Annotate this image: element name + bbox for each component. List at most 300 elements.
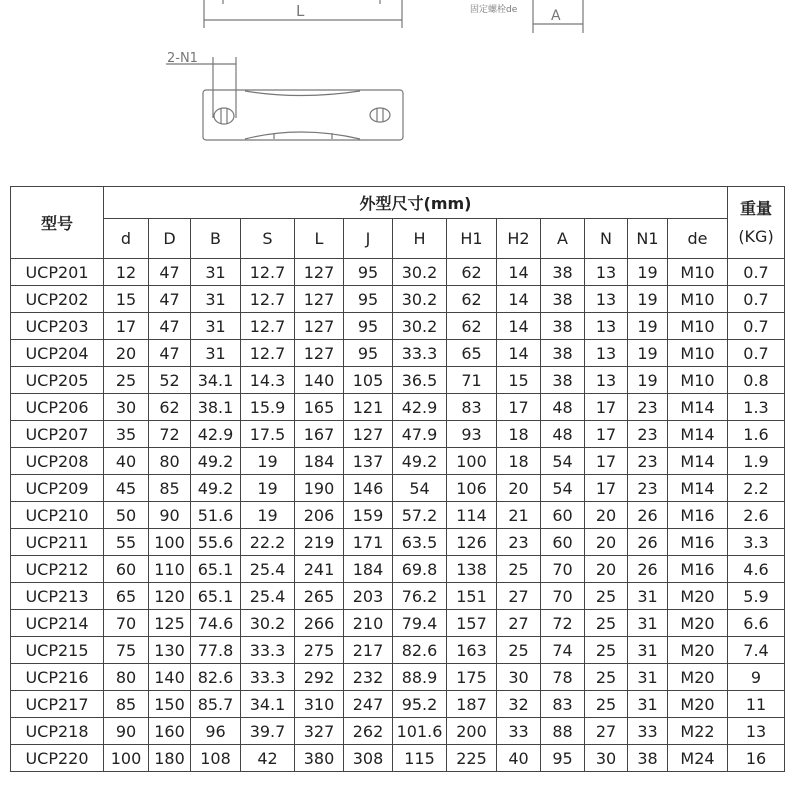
value-cell: 25.4	[241, 583, 295, 610]
value-cell: 70	[104, 610, 149, 637]
model-cell: UCP203	[11, 313, 104, 340]
model-cell: UCP208	[11, 448, 104, 475]
value-cell: 0.7	[728, 286, 785, 313]
value-cell: 51.6	[191, 502, 241, 529]
value-cell: 100	[447, 448, 497, 475]
value-cell: 13	[728, 718, 785, 745]
model-header: 型号	[11, 187, 104, 259]
value-cell: 32	[497, 691, 541, 718]
value-cell: 138	[447, 556, 497, 583]
value-cell: 0.7	[728, 259, 785, 286]
value-cell: 17	[585, 394, 628, 421]
value-cell: 12.7	[241, 340, 295, 367]
value-cell: M10	[668, 340, 728, 367]
label-L: L	[296, 2, 305, 20]
value-cell: 12.7	[241, 313, 295, 340]
column-header-h2: H2	[497, 219, 541, 259]
value-cell: 23	[497, 529, 541, 556]
value-cell: 137	[344, 448, 393, 475]
value-cell: 190	[295, 475, 344, 502]
value-cell: 130	[149, 637, 191, 664]
value-cell: 127	[295, 286, 344, 313]
column-header-l: L	[295, 219, 344, 259]
value-cell: 241	[295, 556, 344, 583]
value-cell: 11	[728, 691, 785, 718]
value-cell: 19	[241, 475, 295, 502]
value-cell: 20	[585, 556, 628, 583]
label-bolt: 固定螺栓de	[470, 5, 518, 15]
value-cell: 206	[295, 502, 344, 529]
value-cell: 310	[295, 691, 344, 718]
model-cell: UCP216	[11, 664, 104, 691]
value-cell: 3.3	[728, 529, 785, 556]
value-cell: 65	[447, 340, 497, 367]
value-cell: 74	[541, 637, 585, 664]
value-cell: 78	[541, 664, 585, 691]
value-cell: 27	[497, 583, 541, 610]
value-cell: 65	[104, 583, 149, 610]
value-cell: 2.2	[728, 475, 785, 502]
value-cell: 63.5	[393, 529, 447, 556]
value-cell: 30	[585, 745, 628, 772]
model-cell: UCP206	[11, 394, 104, 421]
value-cell: M20	[668, 610, 728, 637]
column-header-b: B	[191, 219, 241, 259]
value-cell: 42.9	[393, 394, 447, 421]
column-header-n: N	[585, 219, 628, 259]
value-cell: M10	[668, 313, 728, 340]
value-cell: 184	[344, 556, 393, 583]
column-header-d: D	[149, 219, 191, 259]
value-cell: 95	[344, 313, 393, 340]
label-holes: 2-N1	[167, 51, 198, 66]
table-row	[11, 556, 785, 583]
value-cell: 167	[295, 421, 344, 448]
table-row	[11, 475, 785, 502]
value-cell: 25	[585, 664, 628, 691]
value-cell: 38	[628, 745, 668, 772]
value-cell: 13	[585, 286, 628, 313]
value-cell: 15	[104, 286, 149, 313]
value-cell: 65.1	[191, 556, 241, 583]
value-cell: 210	[344, 610, 393, 637]
value-cell: 82.6	[393, 637, 447, 664]
value-cell: 31	[191, 340, 241, 367]
value-cell: 101.6	[393, 718, 447, 745]
value-cell: 110	[149, 556, 191, 583]
value-cell: 45	[104, 475, 149, 502]
column-header-de: de	[668, 219, 728, 259]
value-cell: 20	[585, 529, 628, 556]
table-row	[11, 637, 785, 664]
value-cell: 14	[497, 313, 541, 340]
value-cell: 40	[104, 448, 149, 475]
value-cell: 26	[628, 556, 668, 583]
value-cell: 79.4	[393, 610, 447, 637]
weight-unit: (KG)	[738, 226, 774, 246]
weight-header	[728, 187, 785, 259]
table-row	[11, 421, 785, 448]
value-cell: 57.2	[393, 502, 447, 529]
value-cell: 31	[628, 610, 668, 637]
value-cell: 88	[541, 718, 585, 745]
value-cell: 47	[149, 340, 191, 367]
value-cell: 55	[104, 529, 149, 556]
value-cell: 72	[541, 610, 585, 637]
value-cell: 232	[344, 664, 393, 691]
value-cell: 40	[497, 745, 541, 772]
value-cell: 74.6	[191, 610, 241, 637]
value-cell: 292	[295, 664, 344, 691]
value-cell: 108	[191, 745, 241, 772]
value-cell: 17	[585, 421, 628, 448]
value-cell: 38	[541, 340, 585, 367]
value-cell: 26	[628, 502, 668, 529]
model-cell: UCP211	[11, 529, 104, 556]
value-cell: 105	[344, 367, 393, 394]
value-cell: 77.8	[191, 637, 241, 664]
value-cell: 31	[191, 286, 241, 313]
value-cell: 25	[497, 556, 541, 583]
value-cell: 151	[447, 583, 497, 610]
value-cell: 27	[585, 718, 628, 745]
value-cell: 115	[393, 745, 447, 772]
model-cell: UCP220	[11, 745, 104, 772]
value-cell: 95	[541, 745, 585, 772]
table-row	[11, 313, 785, 340]
value-cell: 262	[344, 718, 393, 745]
value-cell: 31	[628, 637, 668, 664]
value-cell: 380	[295, 745, 344, 772]
value-cell: 95	[344, 340, 393, 367]
model-cell: UCP204	[11, 340, 104, 367]
model-cell: UCP207	[11, 421, 104, 448]
value-cell: 1.3	[728, 394, 785, 421]
value-cell: 42.9	[191, 421, 241, 448]
column-header-s: S	[241, 219, 295, 259]
model-cell: UCP205	[11, 367, 104, 394]
value-cell: 19	[628, 367, 668, 394]
value-cell: 50	[104, 502, 149, 529]
table-row	[11, 745, 785, 772]
value-cell: M10	[668, 259, 728, 286]
value-cell: 30.2	[393, 286, 447, 313]
table-row	[11, 394, 785, 421]
value-cell: 19	[241, 502, 295, 529]
value-cell: 9	[728, 664, 785, 691]
table-row	[11, 448, 785, 475]
value-cell: 31	[191, 259, 241, 286]
value-cell: 14	[497, 340, 541, 367]
model-cell: UCP218	[11, 718, 104, 745]
value-cell: 33.3	[241, 664, 295, 691]
value-cell: M14	[668, 421, 728, 448]
value-cell: 100	[104, 745, 149, 772]
value-cell: 80	[149, 448, 191, 475]
value-cell: 49.2	[191, 475, 241, 502]
table-row	[11, 502, 785, 529]
value-cell: 13	[585, 340, 628, 367]
value-cell: 22.2	[241, 529, 295, 556]
value-cell: 100	[149, 529, 191, 556]
model-cell: UCP209	[11, 475, 104, 502]
value-cell: M20	[668, 691, 728, 718]
value-cell: 265	[295, 583, 344, 610]
value-cell: M16	[668, 502, 728, 529]
value-cell: 19	[241, 448, 295, 475]
value-cell: 308	[344, 745, 393, 772]
value-cell: 25	[104, 367, 149, 394]
value-cell: 125	[149, 610, 191, 637]
value-cell: 93	[447, 421, 497, 448]
value-cell: 114	[447, 502, 497, 529]
model-cell: UCP213	[11, 583, 104, 610]
table-row	[11, 286, 785, 313]
mounting-hole-left	[214, 108, 234, 124]
value-cell: 85	[104, 691, 149, 718]
column-header-h: H	[393, 219, 447, 259]
value-cell: 54	[541, 448, 585, 475]
value-cell: 48	[541, 421, 585, 448]
value-cell: 17.5	[241, 421, 295, 448]
value-cell: M20	[668, 664, 728, 691]
value-cell: 23	[628, 475, 668, 502]
value-cell: 31	[628, 691, 668, 718]
value-cell: 0.8	[728, 367, 785, 394]
technical-drawing	[0, 0, 800, 180]
value-cell: 140	[295, 367, 344, 394]
table-row	[11, 691, 785, 718]
table-row	[11, 529, 785, 556]
value-cell: 30.2	[241, 610, 295, 637]
value-cell: 21	[497, 502, 541, 529]
value-cell: 30	[497, 664, 541, 691]
value-cell: 30.2	[393, 313, 447, 340]
value-cell: 33	[497, 718, 541, 745]
value-cell: 35	[104, 421, 149, 448]
value-cell: 76.2	[393, 583, 447, 610]
value-cell: 12.7	[241, 259, 295, 286]
value-cell: 180	[149, 745, 191, 772]
value-cell: 16	[728, 745, 785, 772]
value-cell: 20	[497, 475, 541, 502]
value-cell: 18	[497, 421, 541, 448]
value-cell: 38	[541, 367, 585, 394]
value-cell: 62	[447, 313, 497, 340]
value-cell: 95	[344, 259, 393, 286]
value-cell: 95	[344, 286, 393, 313]
value-cell: 25	[585, 610, 628, 637]
model-cell: UCP214	[11, 610, 104, 637]
value-cell: 18	[497, 448, 541, 475]
value-cell: 127	[295, 259, 344, 286]
value-cell: 140	[149, 664, 191, 691]
value-cell: 30.2	[393, 259, 447, 286]
value-cell: 25	[585, 691, 628, 718]
value-cell: 31	[628, 583, 668, 610]
model-cell: UCP212	[11, 556, 104, 583]
value-cell: 82.6	[191, 664, 241, 691]
value-cell: 14	[497, 286, 541, 313]
value-cell: 62	[149, 394, 191, 421]
value-cell: 34.1	[191, 367, 241, 394]
value-cell: 23	[628, 421, 668, 448]
value-cell: 7.4	[728, 637, 785, 664]
value-cell: 106	[447, 475, 497, 502]
value-cell: 160	[149, 718, 191, 745]
value-cell: 163	[447, 637, 497, 664]
value-cell: 150	[149, 691, 191, 718]
value-cell: 187	[447, 691, 497, 718]
value-cell: 25	[497, 637, 541, 664]
value-cell: 17	[497, 394, 541, 421]
table-row	[11, 367, 785, 394]
value-cell: 127	[344, 421, 393, 448]
value-cell: 33.3	[241, 637, 295, 664]
value-cell: 47.9	[393, 421, 447, 448]
value-cell: 1.9	[728, 448, 785, 475]
value-cell: 54	[393, 475, 447, 502]
value-cell: 62	[447, 286, 497, 313]
value-cell: 60	[104, 556, 149, 583]
model-cell: UCP215	[11, 637, 104, 664]
value-cell: 70	[541, 556, 585, 583]
value-cell: 0.7	[728, 313, 785, 340]
value-cell: M16	[668, 556, 728, 583]
value-cell: 60	[541, 529, 585, 556]
value-cell: 127	[295, 340, 344, 367]
value-cell: 33	[628, 718, 668, 745]
value-cell: 31	[628, 664, 668, 691]
table-row	[11, 583, 785, 610]
value-cell: 275	[295, 637, 344, 664]
value-cell: 17	[585, 475, 628, 502]
value-cell: 26	[628, 529, 668, 556]
model-cell: UCP201	[11, 259, 104, 286]
value-cell: 6.6	[728, 610, 785, 637]
value-cell: 49.2	[191, 448, 241, 475]
value-cell: 19	[628, 340, 668, 367]
column-header-d: d	[104, 219, 149, 259]
spec-table	[10, 186, 785, 772]
value-cell: 31	[191, 313, 241, 340]
value-cell: 95.2	[393, 691, 447, 718]
value-cell: 49.2	[393, 448, 447, 475]
dimensions-header: 外型尺寸(mm)	[104, 187, 728, 219]
value-cell: 65.1	[191, 583, 241, 610]
value-cell: 20	[585, 502, 628, 529]
value-cell: 12.7	[241, 286, 295, 313]
value-cell: 225	[447, 745, 497, 772]
value-cell: 14.3	[241, 367, 295, 394]
value-cell: 146	[344, 475, 393, 502]
value-cell: 159	[344, 502, 393, 529]
value-cell: 4.6	[728, 556, 785, 583]
value-cell: 5.9	[728, 583, 785, 610]
value-cell: 90	[104, 718, 149, 745]
value-cell: 34.1	[241, 691, 295, 718]
value-cell: 27	[497, 610, 541, 637]
value-cell: 83	[447, 394, 497, 421]
value-cell: 30	[104, 394, 149, 421]
value-cell: 0.7	[728, 340, 785, 367]
value-cell: 54	[541, 475, 585, 502]
value-cell: 48	[541, 394, 585, 421]
value-cell: M14	[668, 475, 728, 502]
value-cell: 72	[149, 421, 191, 448]
value-cell: 69.8	[393, 556, 447, 583]
value-cell: 219	[295, 529, 344, 556]
weight-label: 重量	[739, 198, 772, 218]
table-row	[11, 664, 785, 691]
value-cell: 19	[628, 286, 668, 313]
value-cell: 38	[541, 313, 585, 340]
value-cell: M14	[668, 394, 728, 421]
value-cell: 12	[104, 259, 149, 286]
value-cell: 38.1	[191, 394, 241, 421]
value-cell: 47	[149, 286, 191, 313]
value-cell: M10	[668, 367, 728, 394]
value-cell: 60	[541, 502, 585, 529]
value-cell: 55.6	[191, 529, 241, 556]
value-cell: M20	[668, 637, 728, 664]
value-cell: 127	[295, 313, 344, 340]
value-cell: 90	[149, 502, 191, 529]
value-cell: 62	[447, 259, 497, 286]
column-header-j: J	[344, 219, 393, 259]
value-cell: 83	[541, 691, 585, 718]
value-cell: 25	[585, 583, 628, 610]
value-cell: 23	[628, 394, 668, 421]
value-cell: 1.6	[728, 421, 785, 448]
value-cell: 80	[104, 664, 149, 691]
value-cell: 13	[585, 259, 628, 286]
value-cell: 266	[295, 610, 344, 637]
value-cell: 36.5	[393, 367, 447, 394]
value-cell: 184	[295, 448, 344, 475]
value-cell: 15.9	[241, 394, 295, 421]
value-cell: 121	[344, 394, 393, 421]
value-cell: 39.7	[241, 718, 295, 745]
value-cell: 120	[149, 583, 191, 610]
value-cell: 96	[191, 718, 241, 745]
value-cell: 20	[104, 340, 149, 367]
value-cell: 42	[241, 745, 295, 772]
column-header-a: A	[541, 219, 585, 259]
model-cell: UCP202	[11, 286, 104, 313]
value-cell: 171	[344, 529, 393, 556]
mounting-hole-right	[370, 108, 390, 122]
value-cell: 85	[149, 475, 191, 502]
value-cell: 38	[541, 259, 585, 286]
value-cell: 47	[149, 313, 191, 340]
value-cell: M24	[668, 745, 728, 772]
value-cell: 52	[149, 367, 191, 394]
value-cell: M22	[668, 718, 728, 745]
value-cell: 247	[344, 691, 393, 718]
value-cell: 19	[628, 259, 668, 286]
value-cell: 13	[585, 367, 628, 394]
value-cell: 38	[541, 286, 585, 313]
value-cell: 327	[295, 718, 344, 745]
value-cell: M16	[668, 529, 728, 556]
value-cell: M14	[668, 448, 728, 475]
value-cell: 175	[447, 664, 497, 691]
value-cell: 85.7	[191, 691, 241, 718]
value-cell: 203	[344, 583, 393, 610]
value-cell: 165	[295, 394, 344, 421]
value-cell: 217	[344, 637, 393, 664]
